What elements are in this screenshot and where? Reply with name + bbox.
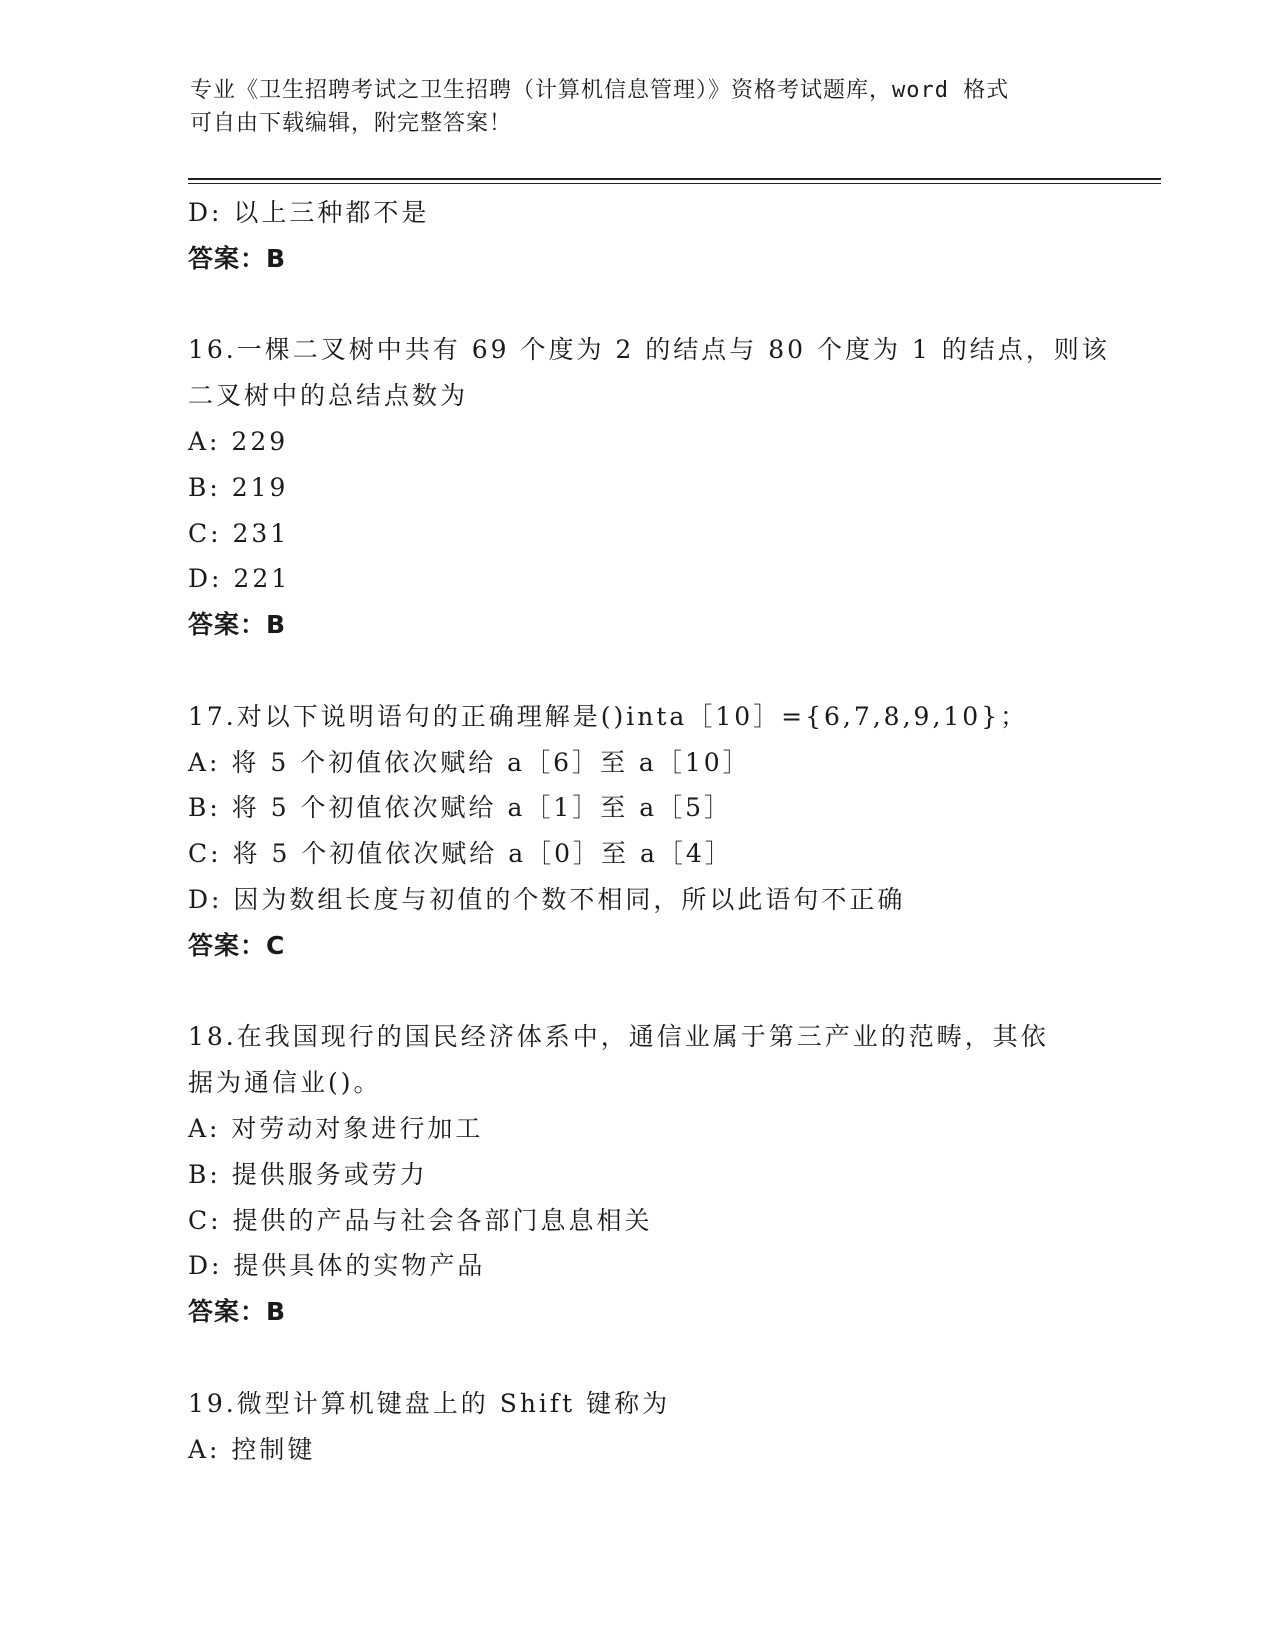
q16-option-d: D: 221 [188, 564, 291, 594]
prev-option-d: D: 以上三种都不是 [188, 198, 430, 227]
q17-answer: 答案：C [188, 930, 286, 960]
q16-option-a: A: 229 [188, 426, 289, 456]
header-divider-thick [188, 178, 1161, 180]
q17-text-line-1: 17.对以下说明语句的正确理解是()inta［10］={6,7,8,9,10}； [188, 701, 1029, 731]
q17-option-c: C: 将 5 个初值依次赋给 a［0］至 a［4］ [188, 839, 733, 869]
q16-answer: 答案：B [188, 610, 287, 640]
q18-option-c: C: 提供的产品与社会各部门息息相关 [188, 1205, 653, 1235]
q19-text-line-1: 19.微型计算机键盘上的 Shift 键称为 [188, 1388, 671, 1418]
q18-answer: 答案：B [188, 1297, 287, 1327]
question-content [188, 190, 1110, 1472]
spacer [188, 1335, 1088, 1381]
header-line-2: 可自由下载编辑，附完整答案！ [190, 111, 513, 136]
spacer [188, 969, 1088, 1015]
q18-option-a: A: 对劳动对象进行加工 [188, 1113, 484, 1143]
q16-text-line-2: 二叉树中的总结点数为 [188, 381, 469, 411]
q16-text-line-1: 16.一棵二叉树中共有 69 个度为 2 的结点与 80 个度为 1 的结点，则该 [188, 335, 1110, 365]
q17-option-a: A: 将 5 个初值依次赋给 a［6］至 a［10］ [188, 747, 751, 777]
q17-option-d: D: 因为数组长度与初值的个数不相同，所以此语句不正确 [188, 884, 906, 914]
prev-answer: 答案：B [188, 243, 287, 273]
q17-option-b: B: 将 5 个初值依次赋给 a［1］至 a［5］ [188, 793, 733, 823]
header-divider-thin [188, 183, 1161, 184]
q18-text-line-1: 18.在我国现行的国民经济体系中，通信业属于第三产业的范畴，其依 [188, 1022, 1049, 1052]
header-line-1: 专业《卫生招聘考试之卫生招聘（计算机信息管理）》资格考试题库，word 格式 [190, 78, 1010, 103]
q16-option-b: B: 219 [188, 472, 289, 502]
q18-option-b: B: 提供服务或劳力 [188, 1159, 428, 1189]
q19-option-a: A: 控制键 [188, 1434, 316, 1464]
page-header [190, 74, 1090, 140]
q18-text-line-2: 据为通信业()。 [188, 1068, 382, 1098]
q18-option-d: D: 提供具体的实物产品 [188, 1251, 486, 1281]
spacer [188, 282, 1088, 328]
q16-option-c: C: 231 [188, 518, 290, 548]
spacer [188, 648, 1088, 694]
